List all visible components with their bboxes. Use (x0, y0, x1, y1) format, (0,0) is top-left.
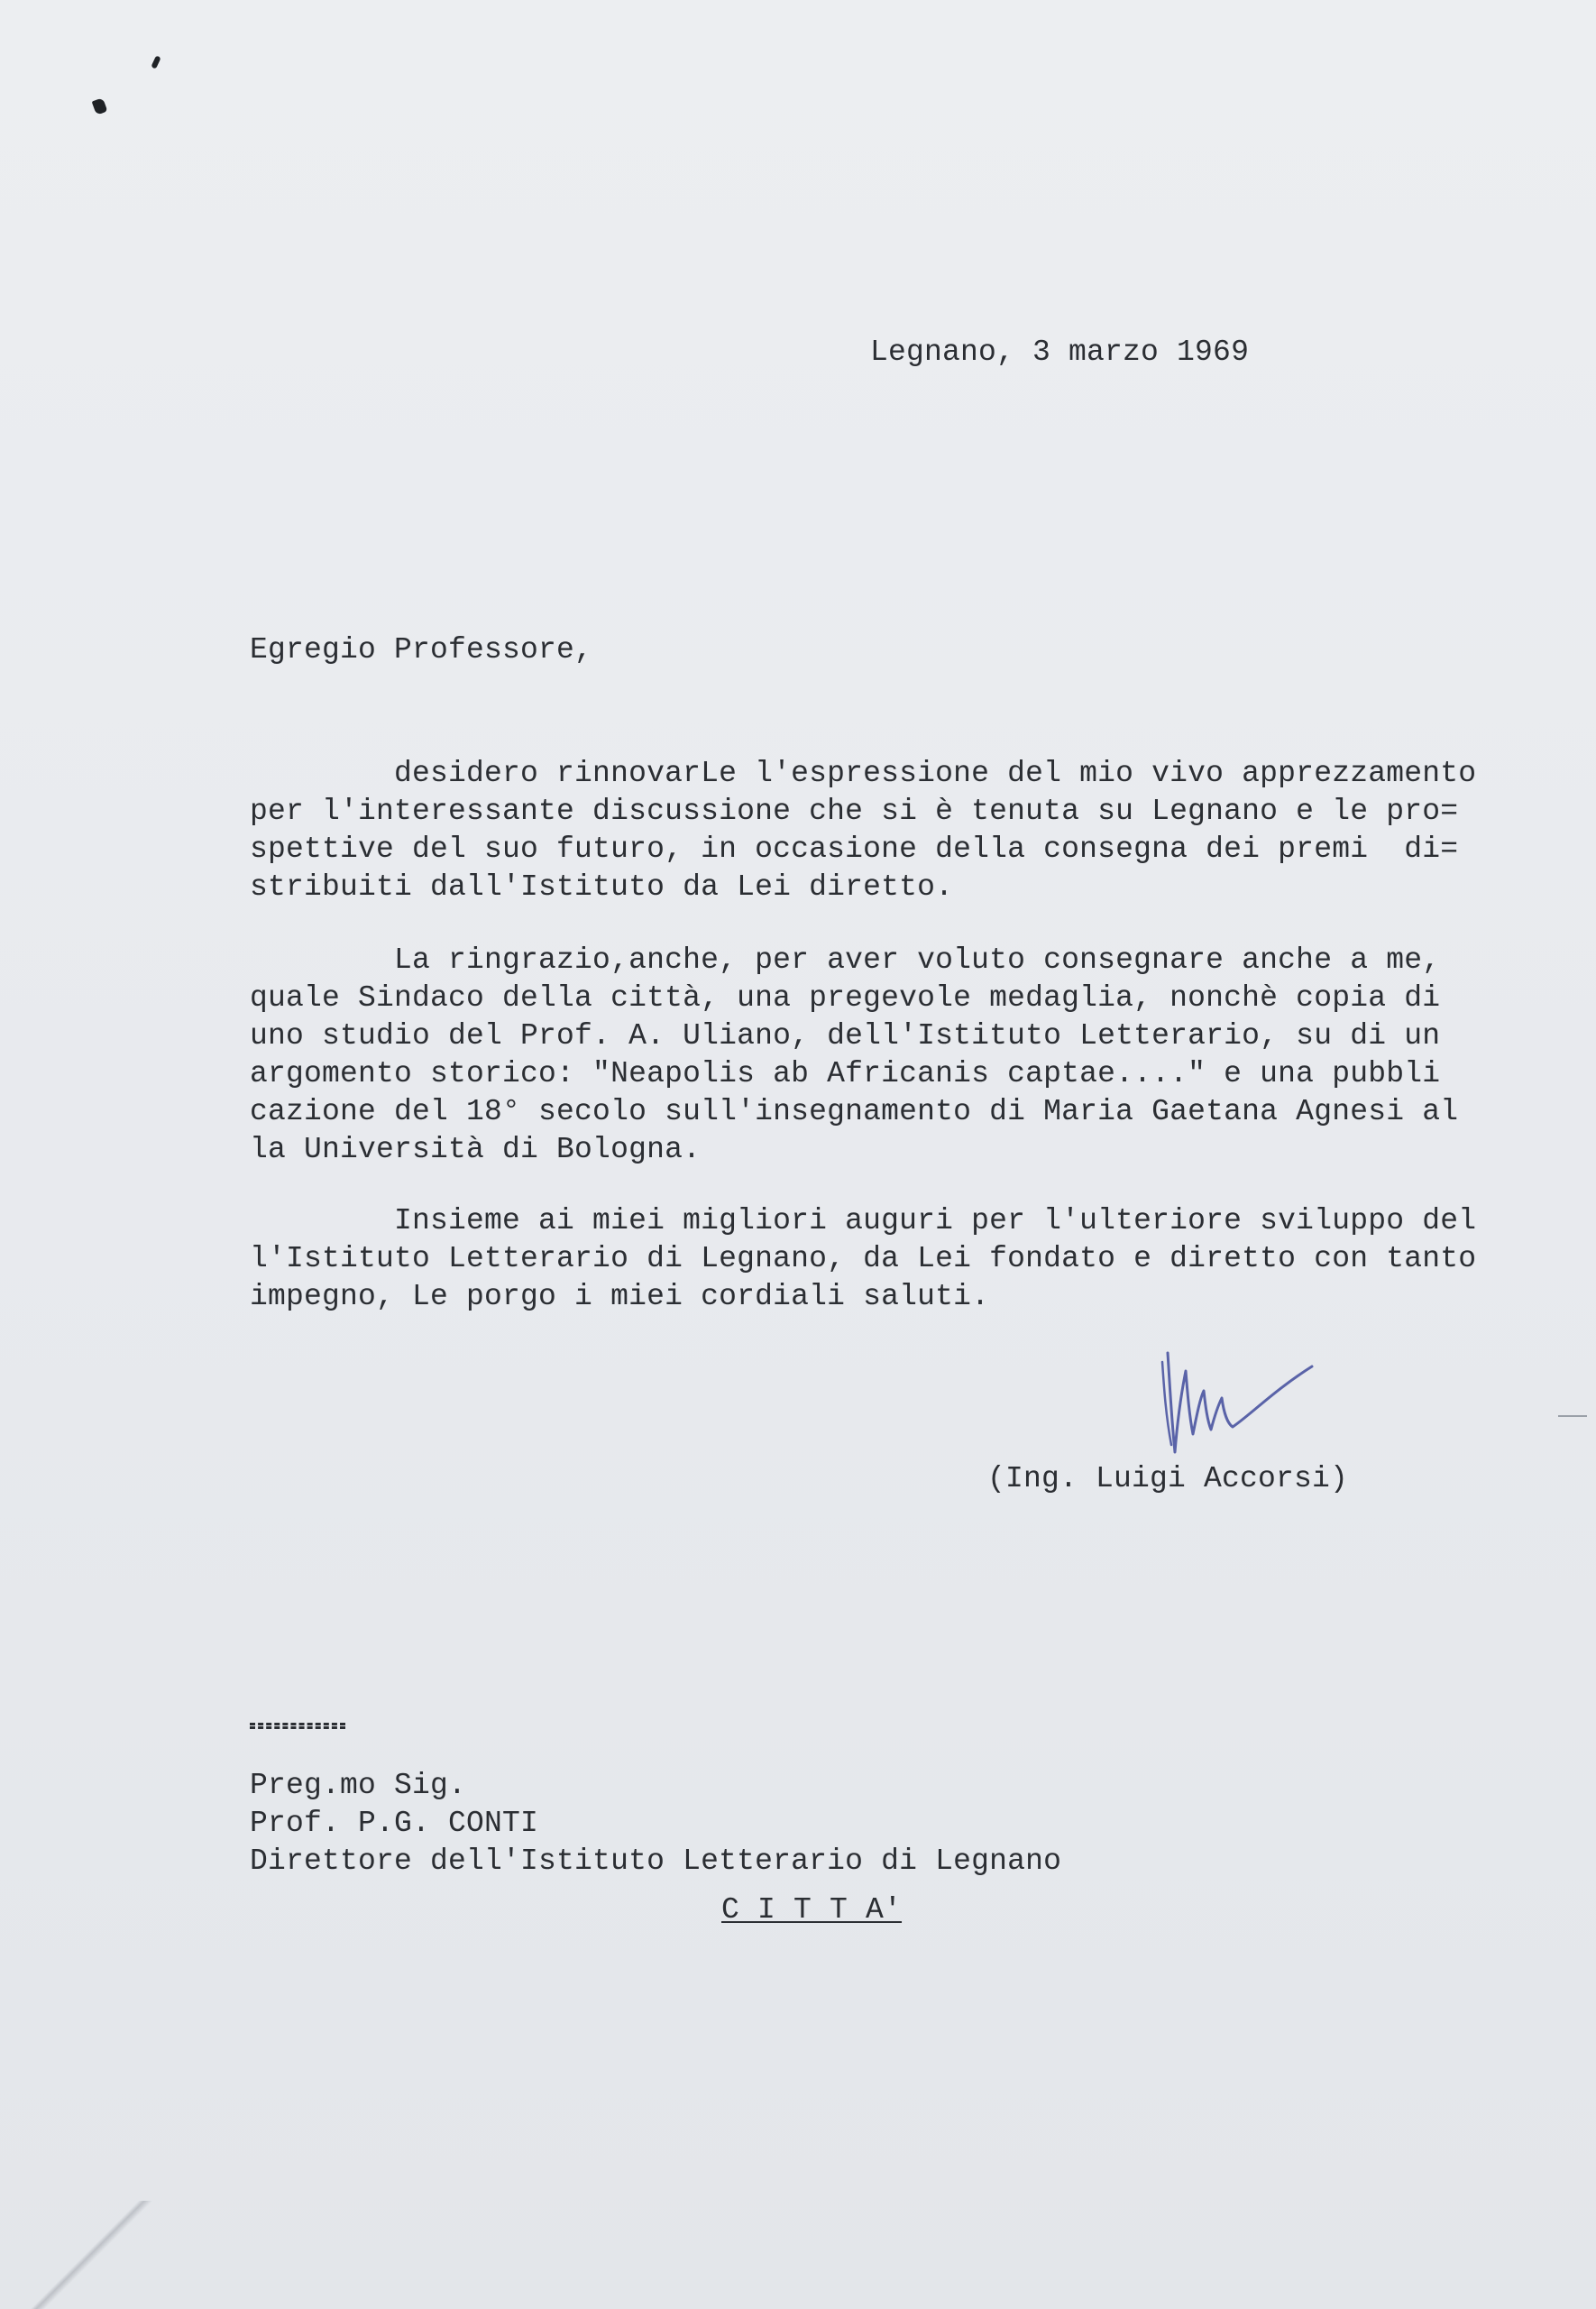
paragraph-line: quale Sindaco della città, una pregevole medaglia, nonchè copia di (250, 981, 1441, 1015)
paragraph-line: la Università di Bologna. (250, 1133, 702, 1166)
ink-speck (92, 97, 108, 115)
paragraph-line: uno studio del Prof. A. Uliano, dell'Istituto Letterario, su di un (250, 1019, 1441, 1053)
recipient-name: Prof. P.G. CONTI (250, 1807, 539, 1840)
signature-name: (Ing. Luigi Accorsi) (987, 1462, 1349, 1495)
paragraph-line: argomento storico: "Neapolis ab Africanis captae...." e una pubbli (250, 1057, 1441, 1090)
paragraph-line: Insieme ai miei migliori auguri per l'ulteriore sviluppo del (250, 1204, 1477, 1237)
recipient-title: Preg.mo Sig. (250, 1769, 467, 1802)
paragraph-line: La ringrazio,anche, per aver voluto consegnare anche a me, (250, 943, 1441, 977)
paragraph-line: l'Istituto Letterario di Legnano, da Lei fondato e diretto con tanto (250, 1242, 1477, 1275)
recipient-city: C I T T A' (721, 1893, 903, 1927)
letter-date: Legnano, 3 marzo 1969 (870, 336, 1250, 369)
salutation: Egregio Professore, (250, 633, 593, 667)
separator-dash (250, 1723, 345, 1729)
paragraph-line: per l'interessante discussione che si è tenuta su Legnano e le pro= (250, 795, 1459, 828)
paragraph-line: cazione del 18° secolo sull'insegnamento di Maria Gaetana Agnesi al (250, 1095, 1459, 1128)
paragraph-line: spettive del suo futuro, in occasione della consegna dei premi di= (250, 833, 1459, 866)
paragraph-line: stribuiti dall'Istituto da Lei diretto. (250, 870, 954, 904)
recipient-role: Direttore dell'Istituto Letterario di Legnano (250, 1844, 1062, 1878)
paper-fold-shadow (0, 2201, 180, 2309)
paragraph-line: impegno, Le porgo i miei cordiali saluti. (250, 1280, 990, 1313)
handwritten-signature (1150, 1344, 1321, 1461)
edge-scratch (1558, 1415, 1587, 1417)
ink-speck (151, 55, 161, 69)
paragraph-line: desidero rinnovarLe l'espressione del mio vivo apprezzamento (250, 757, 1477, 790)
